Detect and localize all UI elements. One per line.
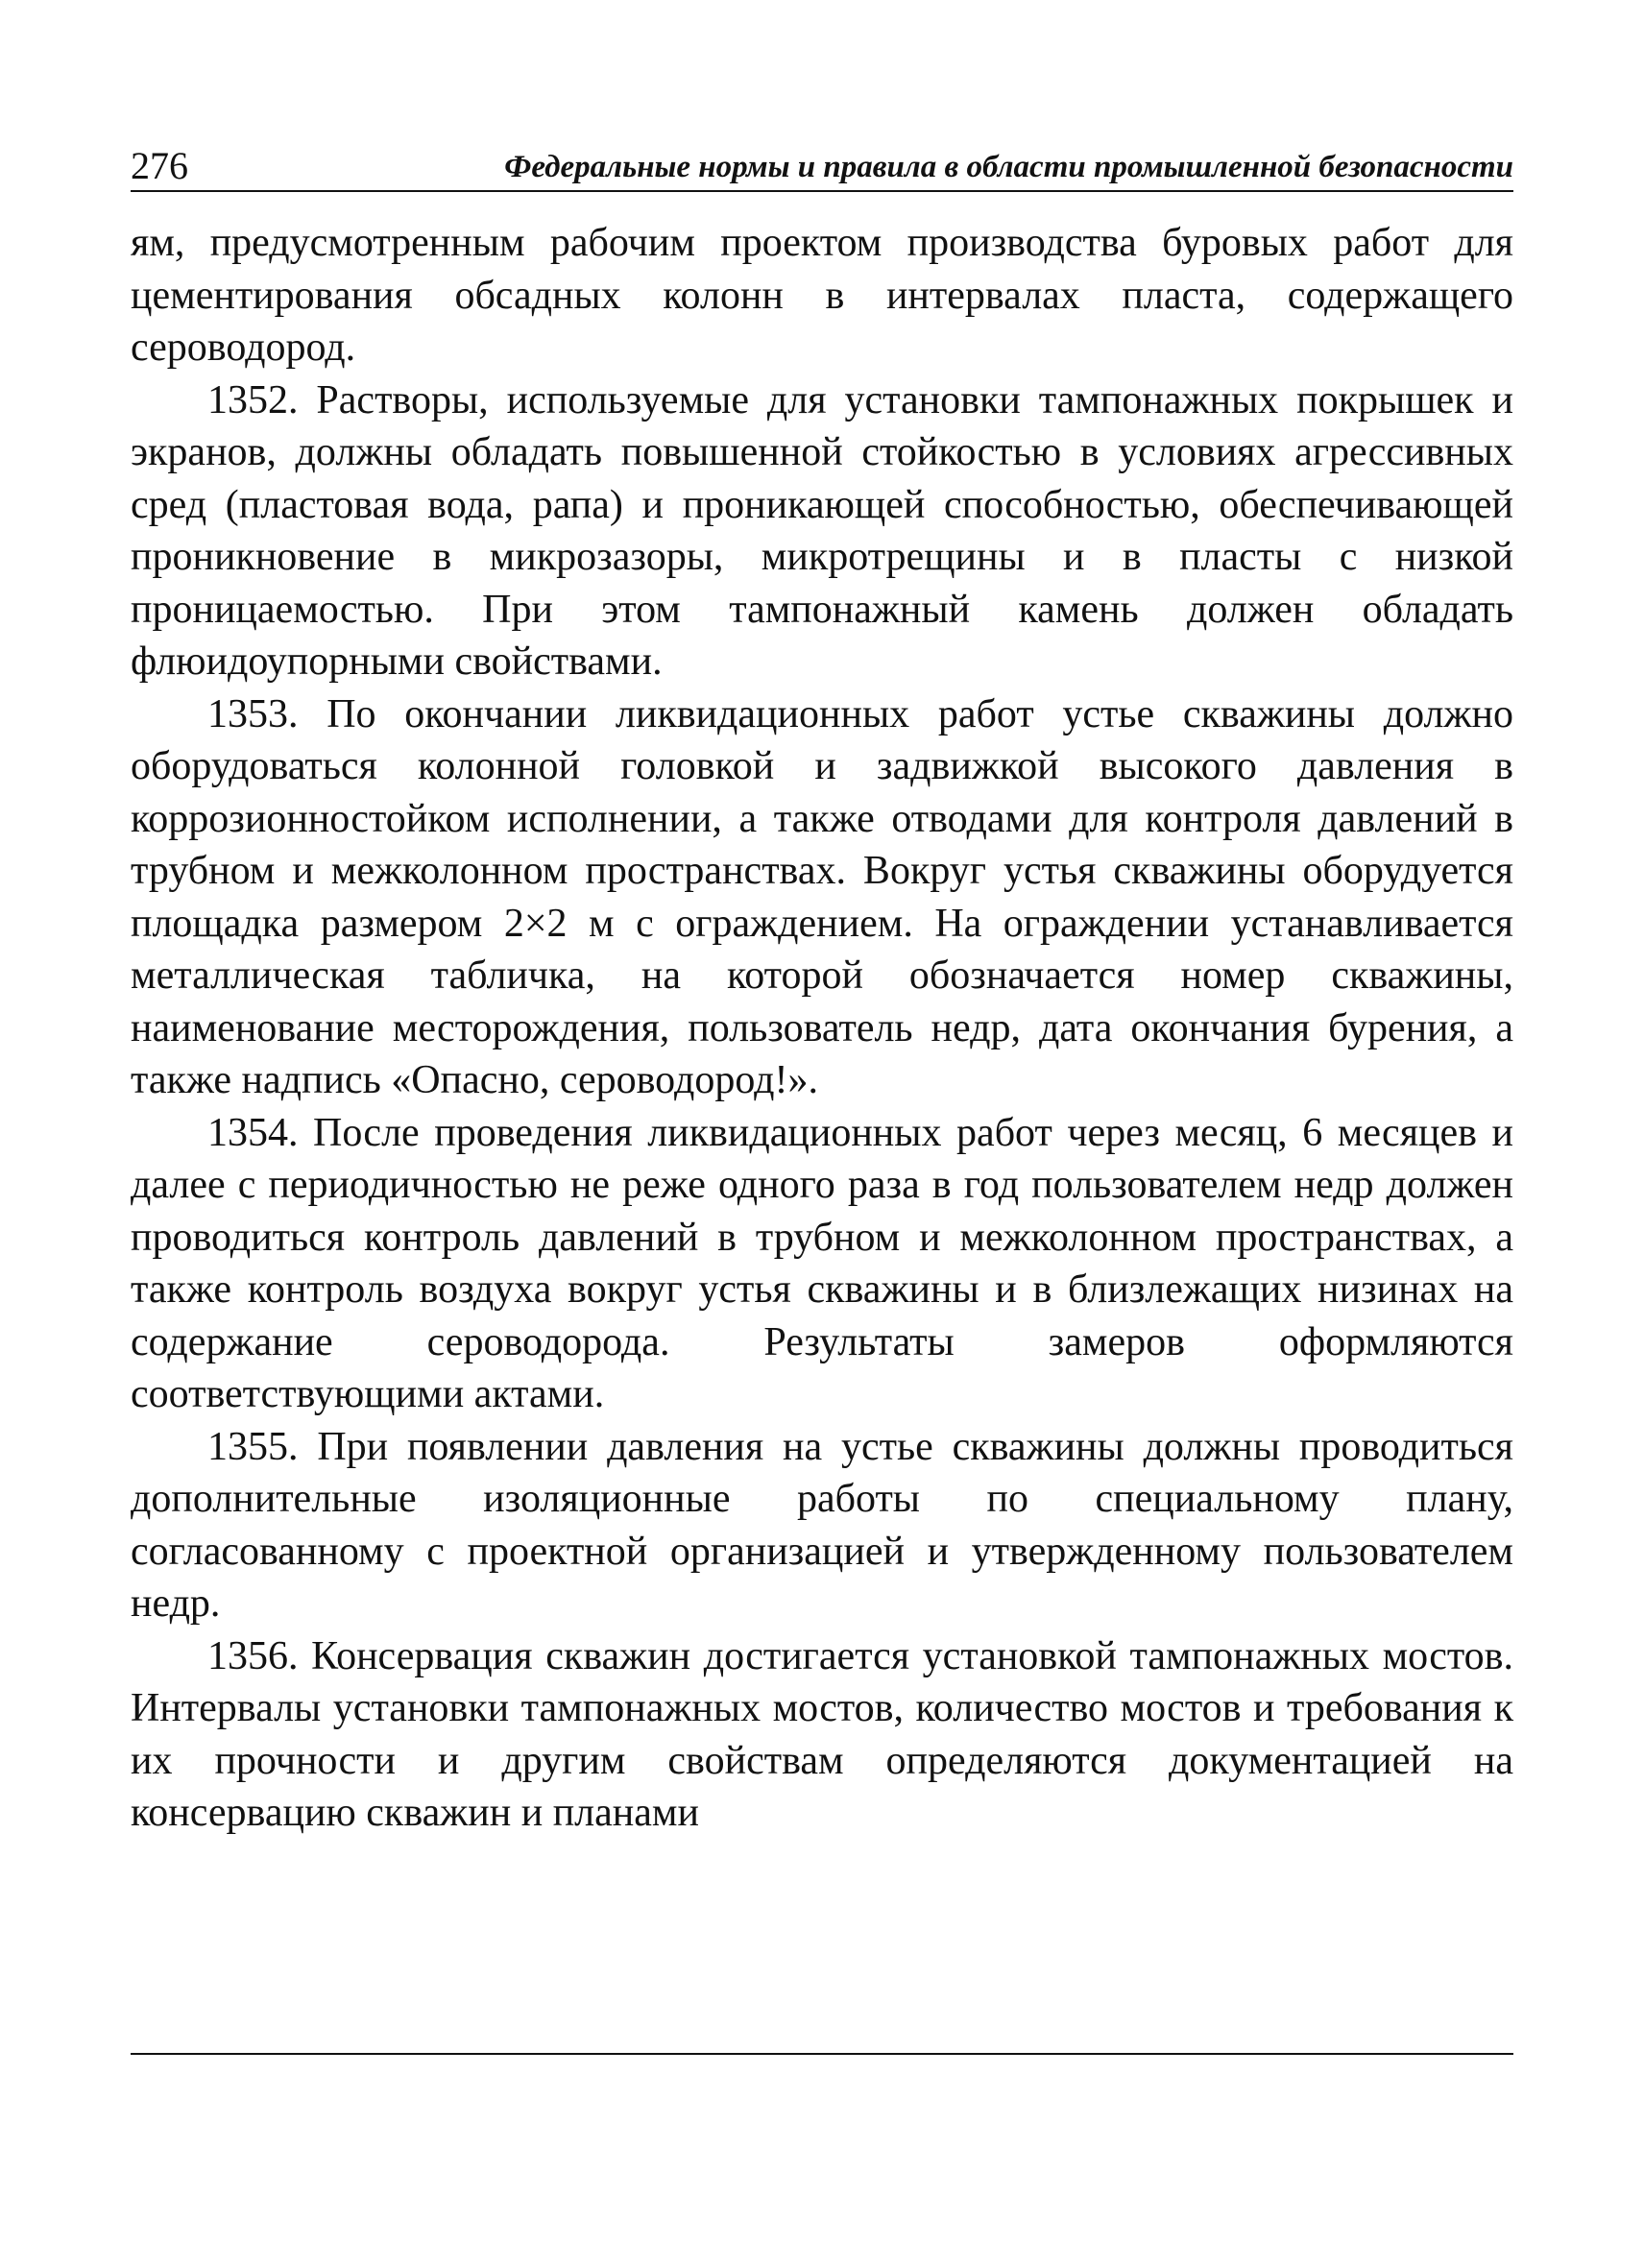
paragraph-1352: 1352. Растворы, используемые для установки тампонажных покрышек и экранов, должны обладать повышенной стойкостью в условиях агрессивных сред (пластовая вода, рапа) и проникающей способностью, обеспечивающей проникновение в микрозазоры, микротрещины и в пласты с низкой проницаемостью. При этом тампонажный камень должен обладать флюидоупорными свойствами. <box>131 377 1513 684</box>
paragraph-1353: 1353. По окончании ликвидационных работ устье скважины должно оборудоваться колонной головкой и задвижкой высокого давления в коррозионностойком исполнении, а также отводами для контроля давлений в трубном и межколонном пространствах. Вокруг устья скважины оборудуется площадка размером 2×2 м с ограждением. На ограждении устанавливается металлическая табличка, на которой обозначается номер скважины, наименование месторождения, пользователь недр, дата окончания бурения, а также надпись «Опасно, сероводород!». <box>131 691 1513 1102</box>
bottom-rule <box>131 2053 1513 2055</box>
paragraph-1354: 1354. После проведения ликвидационных работ через месяц, 6 месяцев и далее с периодичностью не реже одного раза в год пользователем недр должен проводиться контроль давлений в трубном и межколонном пространствах, а также контроль воздуха вокруг устья скважины и в близлежащих низинах на содержание сероводорода. Результаты замеров оформляются соответствующими актами. <box>131 1110 1513 1416</box>
book-page <box>131 142 1513 1840</box>
paragraph-continuation: ям, предусмотренным рабочим проектом производства буровых работ для цементирования обсадных колонн в интервалах пласта, содержащего сероводород. <box>131 221 1513 370</box>
body-text <box>131 217 1513 1840</box>
paragraph-1355: 1355. При появлении давления на устье скважины должны проводиться дополнительные изоляционные работы по специальному плану, согласованному с проектной организацией и утвержденному пользователем недр. <box>131 1424 1513 1626</box>
running-title: Федеральные нормы и правила в области промышленной безопасности <box>504 150 1513 184</box>
running-header <box>131 142 1513 192</box>
page-number: 276 <box>131 144 188 187</box>
paragraph-1356: 1356. Консервация скважин достигается установкой тампонажных мостов. Интервалы установки тампонажных мостов, количество мостов и требования к их прочности и другим свойствам определяются документацией на консервацию скважин и планами <box>131 1633 1513 1835</box>
